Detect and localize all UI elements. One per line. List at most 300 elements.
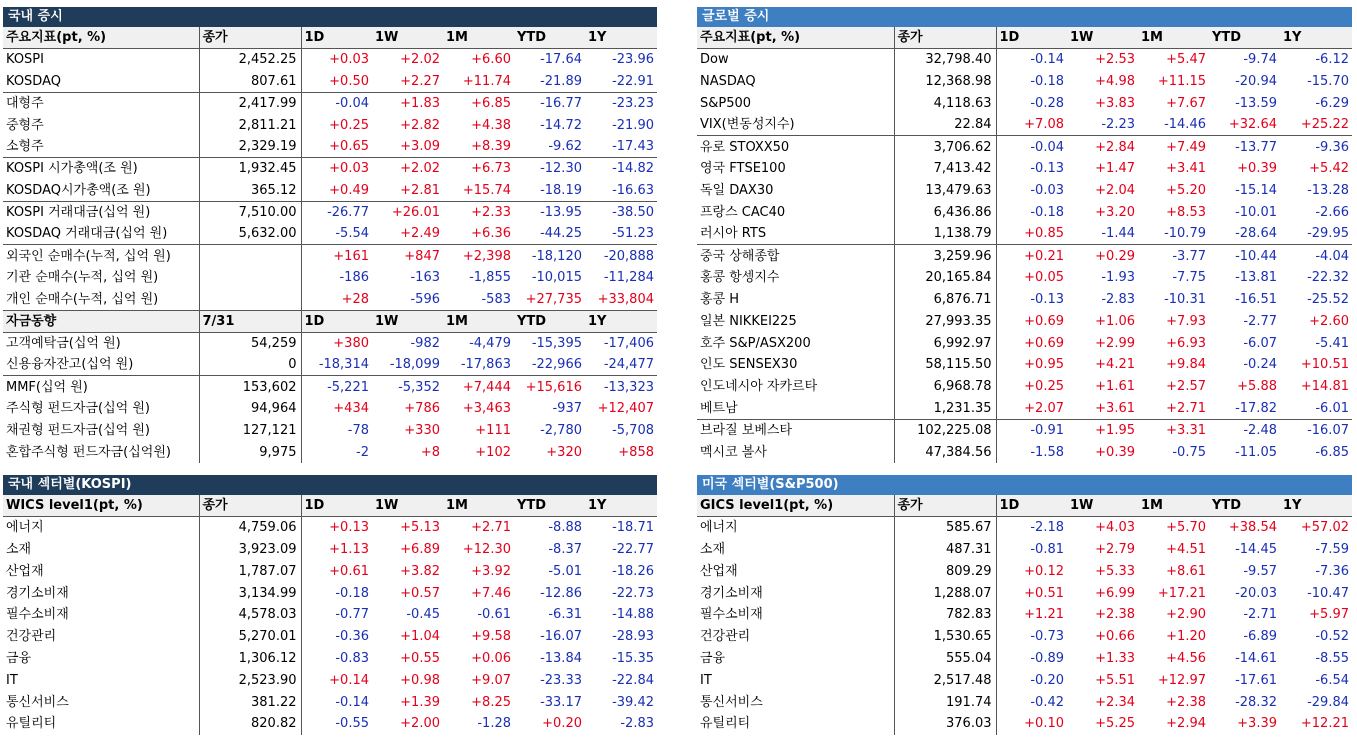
change-ytd: +3.39 [1237, 716, 1277, 732]
row-label: 주식형 펀드자금(십억 원) [3, 398, 199, 420]
close-value: 6,992.97 [894, 332, 996, 354]
change-1m: +6.73 [443, 158, 514, 180]
change-1w: +5.25 [1095, 716, 1135, 732]
change-ytd: -28.32 [1235, 694, 1277, 710]
change-ytd: -2.77 [1243, 313, 1277, 329]
row-label: 에너지 [3, 517, 199, 539]
change-ytd: -16.07 [540, 629, 582, 645]
change-1d: +0.69 [1024, 335, 1064, 351]
close-value: 5,632.00 [199, 223, 301, 245]
change-1m: -0.75 [1172, 444, 1206, 460]
change-1m: +2.38 [1166, 694, 1206, 710]
row-label: 채권형 펀드자금(십억 원) [3, 420, 199, 442]
change-ytd: -21.89 [540, 73, 582, 89]
table-row [697, 441, 1352, 463]
row-label: 경기소비재 [3, 582, 199, 604]
close-value: 809.29 [894, 560, 996, 582]
change-ytd: -937 [552, 401, 582, 417]
change-1d: -2.18 [1030, 520, 1064, 536]
row-label: 소형주 [3, 136, 199, 158]
table-row [3, 669, 657, 691]
change-1m: +7,444 [443, 376, 514, 398]
table-row [3, 332, 657, 354]
close-value: 94,964 [199, 398, 301, 420]
column-header: 1W [372, 495, 443, 517]
change-1y: -15.35 [612, 650, 654, 666]
close-value: 4,578.03 [199, 604, 301, 626]
row-label: 소재 [697, 539, 894, 561]
close-value: 4,759.06 [199, 517, 301, 539]
close-value: 381.22 [199, 691, 301, 713]
change-1d: +2.07 [1024, 400, 1064, 416]
us-sector-panel [697, 475, 1352, 735]
row-label: 필수소비재 [697, 604, 894, 626]
change-1w: +2.82 [400, 117, 440, 133]
change-1y: -17,406 [603, 336, 654, 351]
change-1w: +6.89 [400, 541, 440, 557]
change-1m: -583 [481, 291, 511, 307]
row-label: 통신서비스 [3, 691, 199, 713]
change-1m: -4,479 [469, 336, 511, 351]
change-1y: -2.83 [620, 716, 654, 732]
change-1w: +5.51 [1095, 672, 1135, 688]
change-ytd: -13.77 [1209, 136, 1280, 158]
column-header: 1M [443, 495, 514, 517]
column-header: 1M [443, 27, 514, 49]
change-1y: -22.84 [612, 672, 654, 688]
change-1m: +12.97 [1157, 672, 1206, 688]
change-1d: -0.55 [335, 716, 369, 732]
close-value: 0 [199, 354, 301, 376]
table-row [697, 539, 1352, 561]
change-1d: -2 [356, 444, 369, 460]
close-value: 127,121 [199, 420, 301, 442]
table-row [697, 582, 1352, 604]
change-1w: +2.02 [372, 158, 443, 180]
change-1w: +330 [404, 422, 440, 438]
change-1m: +7.93 [1166, 313, 1206, 329]
close-value: 820.82 [199, 713, 301, 735]
change-1y: -5,708 [612, 422, 654, 438]
table-row [697, 289, 1352, 311]
table-row [697, 648, 1352, 670]
close-value: 6,876.71 [894, 289, 996, 311]
change-1d: +1.21 [1024, 607, 1064, 623]
row-label: MMF(십억 원) [3, 376, 199, 398]
change-1m: +6.85 [443, 92, 514, 114]
row-label: 고객예탁금(십억 원) [3, 332, 199, 354]
close-value: 58,115.50 [894, 354, 996, 376]
table-row [697, 626, 1352, 648]
change-1y: -17.43 [612, 139, 654, 155]
change-1y: -22.77 [612, 541, 654, 557]
close-value: 1,306.12 [199, 648, 301, 670]
change-1m: +3,463 [462, 401, 511, 417]
change-ytd: -12.86 [540, 585, 582, 601]
change-1w: -18,099 [389, 357, 440, 373]
change-1d: +0.85 [1024, 226, 1064, 242]
change-1m: +9.58 [471, 629, 511, 645]
change-1w: -1.93 [1101, 270, 1135, 286]
close-value: 9,975 [199, 441, 301, 463]
table-row [3, 158, 657, 180]
change-1y: -39.42 [612, 694, 654, 710]
change-ytd: -13.81 [1235, 270, 1277, 286]
change-ytd: -14.72 [540, 117, 582, 133]
close-value: 2,811.21 [199, 114, 301, 136]
change-1m: +1.20 [1166, 629, 1206, 645]
change-1w: +1.61 [1095, 379, 1135, 395]
row-label: 중형주 [3, 114, 199, 136]
change-ytd: -10.01 [1235, 204, 1277, 220]
change-1d: -0.14 [1030, 52, 1064, 68]
close-value: 20,165.84 [894, 267, 996, 289]
change-ytd: -2.71 [1243, 607, 1277, 623]
close-value: 585.67 [894, 517, 996, 539]
table-row [697, 201, 1352, 223]
change-1y: -13.28 [1307, 182, 1349, 198]
change-1w: +4.98 [1095, 73, 1135, 89]
change-1y: -18.71 [612, 520, 654, 536]
change-1y: -20,888 [585, 245, 657, 267]
row-label: 멕시코 볼사 [697, 441, 894, 463]
change-1w: +1.33 [1095, 650, 1135, 666]
row-label: 홍콩 항셍지수 [697, 267, 894, 289]
column-header: 1Y [585, 27, 657, 49]
change-1w: +0.55 [400, 650, 440, 666]
change-1d: -0.13 [1030, 161, 1064, 177]
change-ytd: -13.84 [540, 650, 582, 666]
change-1y: -6.54 [1315, 672, 1349, 688]
row-label: 중국 상해종합 [697, 245, 894, 267]
change-1m: +8.25 [471, 694, 511, 710]
close-value: 102,225.08 [894, 419, 996, 441]
panel-title: 글로벌 증시 [697, 7, 1352, 27]
table-row [697, 71, 1352, 93]
change-1y: -6.85 [1315, 444, 1349, 460]
kr-sector-table [3, 495, 657, 735]
change-1y: -2.66 [1315, 204, 1349, 220]
change-1m: +8.53 [1166, 204, 1206, 220]
change-ytd: -18,120 [514, 245, 585, 267]
row-label: 인도 SENSEX30 [697, 354, 894, 376]
table-row [697, 49, 1352, 71]
column-header: YTD [1209, 27, 1280, 49]
change-1w: -2.83 [1101, 291, 1135, 307]
table-row [3, 223, 657, 245]
change-1m: +4.56 [1166, 650, 1206, 666]
change-1d: -0.13 [1030, 291, 1064, 307]
row-label: 영국 FTSE100 [697, 158, 894, 180]
column-header: 1Y [585, 495, 657, 517]
change-ytd: -14.61 [1235, 650, 1277, 666]
column-header: 1D [996, 27, 1067, 49]
change-1d: -0.36 [335, 629, 369, 645]
change-1y: -25.52 [1307, 291, 1349, 307]
row-label: 독일 DAX30 [697, 180, 894, 202]
us-sector-table [697, 495, 1352, 735]
row-label: 경기소비재 [697, 582, 894, 604]
change-1w: +2.99 [1095, 335, 1135, 351]
table-row [697, 92, 1352, 114]
change-ytd: -11.05 [1235, 444, 1277, 460]
change-ytd: -12.30 [514, 158, 585, 180]
close-value: 3,706.62 [894, 136, 996, 158]
change-ytd: -14.45 [1235, 541, 1277, 557]
change-1y: -16.63 [612, 182, 654, 198]
table-row [697, 310, 1352, 332]
row-label: 러시아 RTS [697, 223, 894, 245]
row-label: 프랑스 CAC40 [697, 201, 894, 223]
close-value: 6,436.86 [894, 201, 996, 223]
change-1d: +0.61 [329, 563, 369, 579]
change-1w: +3.82 [400, 563, 440, 579]
table-row [3, 354, 657, 376]
change-1y: +33,804 [597, 291, 654, 307]
change-1d: -0.91 [996, 419, 1067, 441]
row-label: 필수소비재 [3, 604, 199, 626]
change-1d: -5.54 [335, 226, 369, 242]
row-label: 홍콩 H [697, 289, 894, 311]
close-value: 3,923.09 [199, 539, 301, 561]
change-1d: -0.83 [335, 650, 369, 666]
column-header: 주요지표(pt, %) [697, 27, 894, 49]
change-1d: -186 [339, 270, 369, 286]
panel-title: 미국 섹터별(S&P500) [697, 475, 1352, 495]
table-row [697, 398, 1352, 420]
close-value: 2,417.99 [199, 92, 301, 114]
close-value: 191.74 [894, 691, 996, 713]
close-value: 3,259.96 [894, 245, 996, 267]
change-1m: -10.79 [1164, 226, 1206, 242]
change-1y: -14.88 [612, 607, 654, 623]
row-label: 통신서비스 [697, 691, 894, 713]
change-1d: +0.14 [329, 672, 369, 688]
table-row [3, 691, 657, 713]
change-ytd: -13.95 [514, 201, 585, 223]
change-ytd: +27,735 [525, 291, 582, 307]
table-row [3, 648, 657, 670]
change-1w: +2.00 [400, 716, 440, 732]
change-1w: +1.04 [400, 629, 440, 645]
close-value: 22.84 [894, 114, 996, 136]
change-1d: +7.08 [1024, 117, 1064, 133]
close-value: 6,968.78 [894, 376, 996, 398]
change-ytd: -6.07 [1243, 335, 1277, 351]
change-ytd: +38.54 [1228, 520, 1277, 536]
change-ytd: +15,616 [514, 376, 585, 398]
change-1y: -6.01 [1315, 400, 1349, 416]
column-header: 1Y [1280, 27, 1352, 49]
change-1w: +1.06 [1095, 313, 1135, 329]
column-header: 1W [1067, 27, 1138, 49]
change-ytd: -28.64 [1235, 226, 1277, 242]
change-ytd: -22,966 [531, 357, 582, 373]
change-1y: -5.41 [1315, 335, 1349, 351]
change-1d: +0.13 [329, 520, 369, 536]
change-1w: +4.03 [1095, 520, 1135, 536]
close-value: 12,368.98 [894, 71, 996, 93]
column-header: 1D [301, 495, 372, 517]
row-label: 혼합주식형 펀드자금(십억원) [3, 441, 199, 463]
row-label: 유틸리티 [3, 713, 199, 735]
table-row [3, 267, 657, 289]
change-1y: -28.93 [612, 629, 654, 645]
table-row [697, 267, 1352, 289]
close-value: 2,517.48 [894, 669, 996, 691]
row-label: KOSDAQ시가총액(조 원) [3, 180, 199, 202]
column-header: 종가 [199, 27, 301, 49]
column-header: 1M [1138, 27, 1209, 49]
column-header: 1Y [1280, 495, 1352, 517]
change-1m: +8.61 [1166, 563, 1206, 579]
change-1y: -9.36 [1280, 136, 1352, 158]
row-label: IT [3, 669, 199, 691]
change-1m: +111 [475, 422, 511, 438]
change-1d: +0.51 [1024, 585, 1064, 601]
change-1d: +28 [341, 291, 369, 307]
change-1d: +0.69 [1024, 313, 1064, 329]
change-1m: +9.07 [471, 672, 511, 688]
change-1d: -0.14 [335, 694, 369, 710]
change-1w: -5,352 [372, 376, 443, 398]
close-value: 54,259 [199, 332, 301, 354]
table-row [697, 332, 1352, 354]
table-row [3, 92, 657, 114]
table-row [697, 114, 1352, 136]
column-header: 1D [996, 495, 1067, 517]
column-header: 1W [372, 310, 443, 332]
change-ytd: -15,395 [531, 336, 582, 351]
column-header: 1M [1138, 495, 1209, 517]
change-ytd: +0.20 [542, 716, 582, 732]
change-1y: -0.52 [1315, 629, 1349, 645]
change-1d: +161 [301, 245, 372, 267]
close-value: 32,798.40 [894, 49, 996, 71]
change-1w: +0.57 [400, 585, 440, 601]
row-label: 기관 순매수(누적, 십억 원) [3, 267, 199, 289]
change-1w: +6.99 [1095, 585, 1135, 601]
change-1m: -1.28 [477, 716, 511, 732]
row-label: 건강관리 [3, 626, 199, 648]
domestic-market-table [3, 27, 657, 463]
change-1w: +3.09 [400, 139, 440, 155]
row-label: 호주 S&P/ASX200 [697, 332, 894, 354]
change-1d: -18,314 [318, 357, 369, 373]
table-row [697, 245, 1352, 267]
change-1y: -22.91 [612, 73, 654, 89]
close-value: 7,510.00 [199, 201, 301, 223]
change-1d: +0.49 [329, 182, 369, 198]
change-ytd: -23.33 [540, 672, 582, 688]
change-1m: -7.75 [1172, 270, 1206, 286]
change-1m: +4.38 [471, 117, 511, 133]
change-1m: +2.94 [1166, 716, 1206, 732]
change-1m: +7.67 [1166, 95, 1206, 111]
change-1y: +2.60 [1309, 313, 1349, 329]
table-row [3, 180, 657, 202]
change-ytd: -33.17 [540, 694, 582, 710]
change-1d: +380 [333, 336, 369, 351]
change-ytd: -0.24 [1243, 357, 1277, 373]
change-1w: +8 [420, 444, 440, 460]
change-1y: -29.95 [1307, 226, 1349, 242]
change-1w: +786 [404, 401, 440, 417]
change-1m: +7.46 [471, 585, 511, 601]
change-1y: -11,284 [603, 270, 654, 286]
change-1d: -0.28 [1030, 95, 1064, 111]
change-ytd: +32.64 [1228, 117, 1277, 133]
change-1w: +0.39 [1095, 444, 1135, 460]
change-ytd: -5.01 [548, 563, 582, 579]
row-label: 산업재 [697, 560, 894, 582]
change-1m: +3.31 [1138, 419, 1209, 441]
change-1y: -22.73 [612, 585, 654, 601]
change-ytd: -20.03 [1235, 585, 1277, 601]
column-header: YTD [514, 27, 585, 49]
column-header: 종가 [894, 495, 996, 517]
change-1w: +1.83 [372, 92, 443, 114]
table-row [697, 376, 1352, 398]
row-label: 유틸리티 [697, 713, 894, 735]
change-1w: +2.27 [400, 73, 440, 89]
table-row [697, 223, 1352, 245]
change-1y: -15.70 [1307, 73, 1349, 89]
change-1d: +434 [333, 401, 369, 417]
change-1y: -21.90 [612, 117, 654, 133]
row-label: KOSPI [3, 49, 199, 71]
column-header: WICS level1(pt, %) [3, 495, 199, 517]
close-value: 2,452.25 [199, 49, 301, 71]
change-1w: +2.38 [1095, 607, 1135, 623]
change-ytd: -20.94 [1235, 73, 1277, 89]
change-1m: -17,863 [460, 357, 511, 373]
column-header: 자금동향 [3, 310, 199, 332]
close-value: 376.03 [894, 713, 996, 735]
row-label: VIX(변동성지수) [697, 114, 894, 136]
kr-sector-panel [3, 475, 657, 735]
change-1d: -78 [347, 422, 369, 438]
global-market-table [697, 27, 1352, 463]
row-label: 외국인 순매수(누적, 십억 원) [3, 245, 199, 267]
change-1d: +1.13 [329, 541, 369, 557]
table-row [697, 669, 1352, 691]
change-1m: -1,855 [469, 270, 511, 286]
table-row [3, 71, 657, 93]
table-row [697, 419, 1352, 441]
panel-title: 국내 섹터별(KOSPI) [3, 475, 657, 495]
change-1w: +2.02 [400, 52, 440, 68]
change-1y: -23.23 [585, 92, 657, 114]
change-1m: -0.61 [477, 607, 511, 623]
row-label: 건강관리 [697, 626, 894, 648]
row-label: 소재 [3, 539, 199, 561]
change-1w: +3.61 [1095, 400, 1135, 416]
change-ytd: -9.74 [1243, 52, 1277, 68]
change-ytd: -16.51 [1235, 291, 1277, 307]
change-1d: -26.77 [301, 201, 372, 223]
change-1w: +4.21 [1095, 357, 1135, 373]
change-1d: +0.21 [996, 245, 1067, 267]
change-1y: -7.59 [1315, 541, 1349, 557]
change-1y: +858 [618, 444, 654, 460]
change-1m: +0.06 [471, 650, 511, 666]
change-1w: +1.47 [1095, 161, 1135, 177]
row-label: KOSDAQ [3, 71, 199, 93]
table-row [3, 560, 657, 582]
change-ytd: -17.82 [1235, 400, 1277, 416]
change-ytd: -18.19 [540, 182, 582, 198]
